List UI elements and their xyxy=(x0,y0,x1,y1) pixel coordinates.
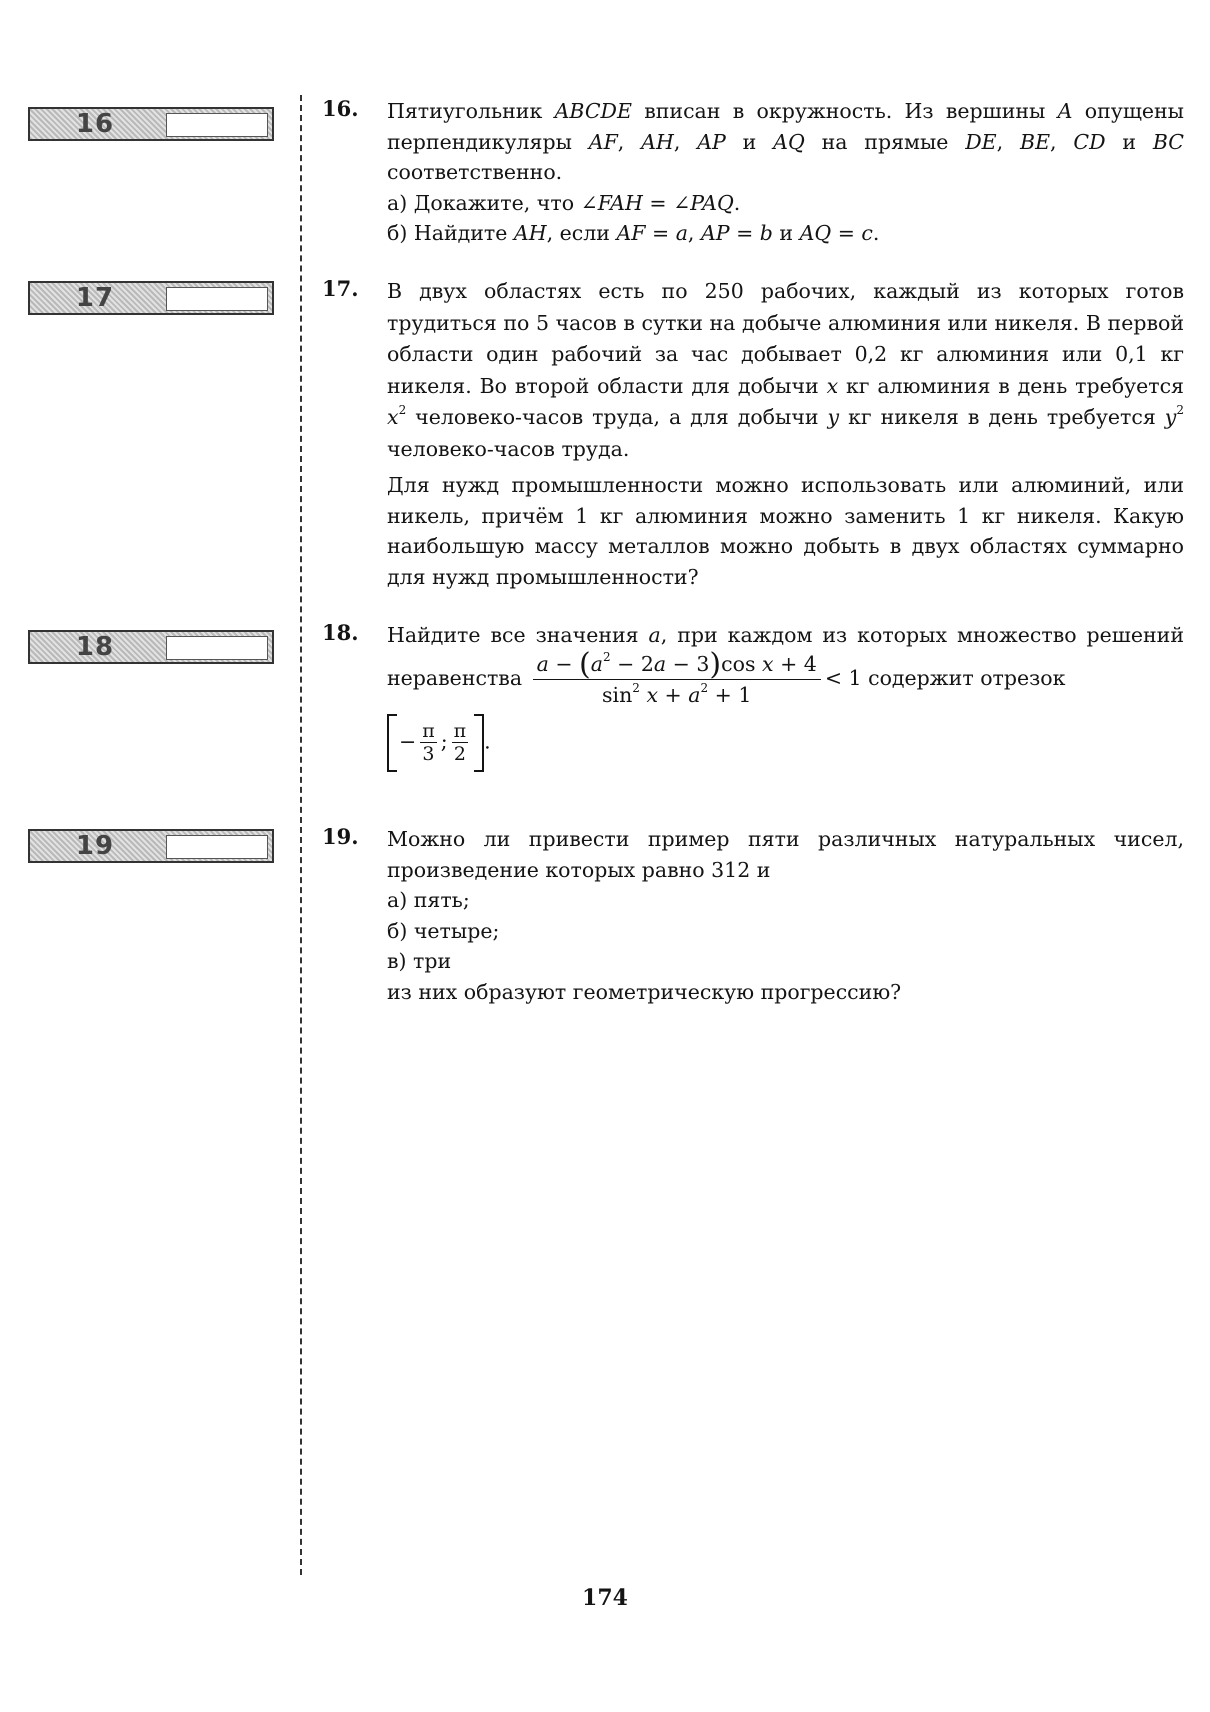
problem-19 xyxy=(322,824,1184,1007)
problem-text xyxy=(387,276,1184,592)
option-a: а) пять; xyxy=(387,888,470,912)
fraction-numerator: $a - (a^2 - 2a - 3)\cos$ x + 4 xyxy=(533,651,821,680)
problem-statement: Пятиугольник ABCDE вписан в окружность. Из вершины A опущены перпендикуляры AF, AH, AP и AQ на прямые DE, BE, CD и BC соответственно. xyxy=(387,99,1184,184)
problem-statement: В двух областях есть по 250 рабочих, каждый из которых готов трудиться по 5 часов в сутки на добыче алюминия или никеля. В первой области один рабочий за час добывает 0,2 кг алюминия или 0,1 кг никеля. Во второй области для добычи x кг алюминия в день требуется $x^2$ человеко-часов труда, а для добычи y кг никеля в день требуется $y^2$ человеко-часов труда. xyxy=(387,279,1184,461)
answer-box-16 xyxy=(28,107,274,141)
subtask-a: а) Докажите, что ∠FAH = ∠PAQ. xyxy=(387,190,741,215)
problem-number: 19. xyxy=(322,824,359,849)
answer-box-number: 16 xyxy=(75,109,115,139)
interval: − $\frac{\pi}{3}$ ; $\frac{\pi}{2}$ . xyxy=(387,714,1184,772)
problem-number: 17. xyxy=(322,276,359,301)
answer-field-19[interactable] xyxy=(166,835,268,859)
option-b: б) четыре; xyxy=(387,918,500,943)
problem-text xyxy=(387,96,1184,249)
problem-statement: Можно ли привести пример пяти различных натуральных чисел, произведение которых равно 312 и xyxy=(387,827,1184,882)
problem-number: 18. xyxy=(322,620,359,645)
answer-field-16[interactable] xyxy=(166,113,268,137)
answer-box-number: 19 xyxy=(75,831,115,861)
problem-text xyxy=(387,824,1184,1007)
problem-17 xyxy=(322,276,1184,592)
cut-line xyxy=(300,95,302,1575)
problem-question: Для нужд промышленности можно использовать или алюминий, или никель, причём 1 кг алюминия можно заменить 1 кг никеля. Какую наибольшую массу металлов можно добыть в двух областях суммарно для нужд промышленности? xyxy=(387,473,1184,589)
problem-statement: Найдите все значения a, при каждом из которых множество решений неравенства $\frac{a - (a^2 - 2a - 3)\cos x + 4}{\sin^2 x + a^2 + 1}$ < 1 содержит отрезок xyxy=(387,623,1184,707)
answer-box-19 xyxy=(28,829,274,863)
answer-field-18[interactable] xyxy=(166,636,268,660)
problem-text xyxy=(387,620,1184,772)
problem-18 xyxy=(322,620,1184,772)
inequality-fraction xyxy=(533,646,821,708)
problem-number: 16. xyxy=(322,96,359,121)
subtask-b: б) Найдите AH, если AF = a, AP = b и AQ = c. xyxy=(387,221,880,245)
interval-bracket: − $\frac{\pi}{3}$ ; $\frac{\pi}{2}$ xyxy=(387,714,484,772)
answer-field-17[interactable] xyxy=(166,287,268,311)
option-c: в) три xyxy=(387,949,452,973)
answer-box-number: 17 xyxy=(75,283,115,313)
answer-box-number: 18 xyxy=(75,632,115,662)
problem-question: из них образуют геометрическую прогрессию? xyxy=(387,979,902,1004)
problem-16 xyxy=(322,96,1184,249)
page-number: 174 xyxy=(582,1585,628,1611)
fraction-denominator: $\sin^2 x + a^2 + 1$ xyxy=(602,680,752,707)
answer-box-17 xyxy=(28,281,274,315)
answer-box-18 xyxy=(28,630,274,664)
